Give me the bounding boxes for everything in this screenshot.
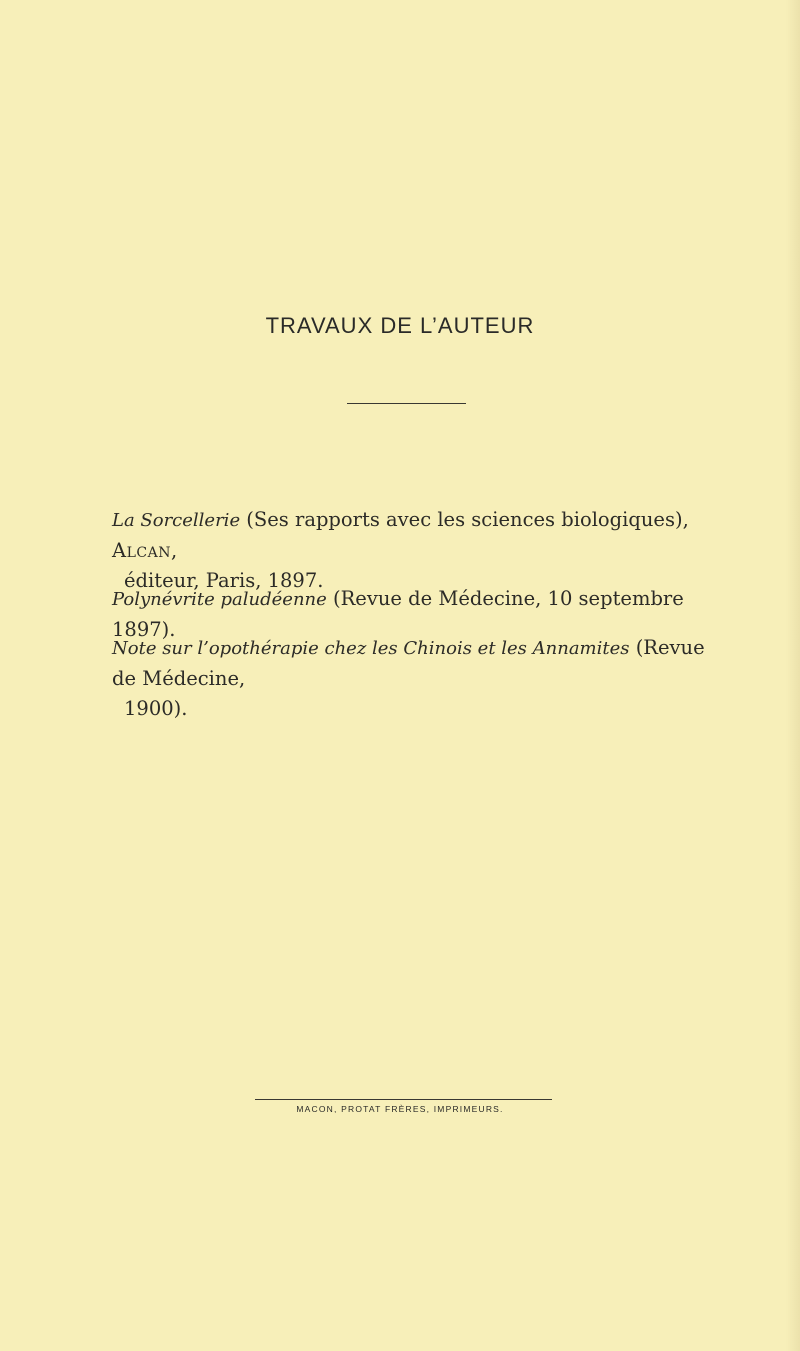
entry-text: (Ses rapports avec les sciences biologiques), (240, 508, 689, 531)
entry-title: Note sur l’opothérapie chez les Chinois et les Annamites (112, 638, 630, 659)
imprint-divider (255, 1099, 552, 1100)
bibliography-entry-3 (112, 633, 712, 724)
entry-continuation: 1900). (124, 697, 188, 720)
title-divider (347, 403, 466, 404)
entry-text: (Revue de Médecine, 10 septembre 1897). (112, 587, 684, 641)
printer-imprint: MACON, PROTAT FRÈRES, IMPRIMEURS. (296, 1104, 504, 1114)
entry-text: (Revue de Médecine, (112, 636, 705, 690)
bibliography-entry-1: La Sorcellerie (Ses rapports avec les sciences biologiques), Alcan, éditeur, Paris, 1897. (112, 505, 712, 596)
entry-publisher: Alcan (112, 539, 171, 562)
page-title: TRAVAUX DE L’AUTEUR (265, 313, 535, 338)
page-edge-shadow (786, 0, 800, 1351)
entry-title: La Sorcellerie (112, 510, 241, 531)
entry-continuation: éditeur, Paris, 1897. (124, 569, 324, 592)
entry-title: Polynévrite paludéenne (112, 589, 327, 610)
